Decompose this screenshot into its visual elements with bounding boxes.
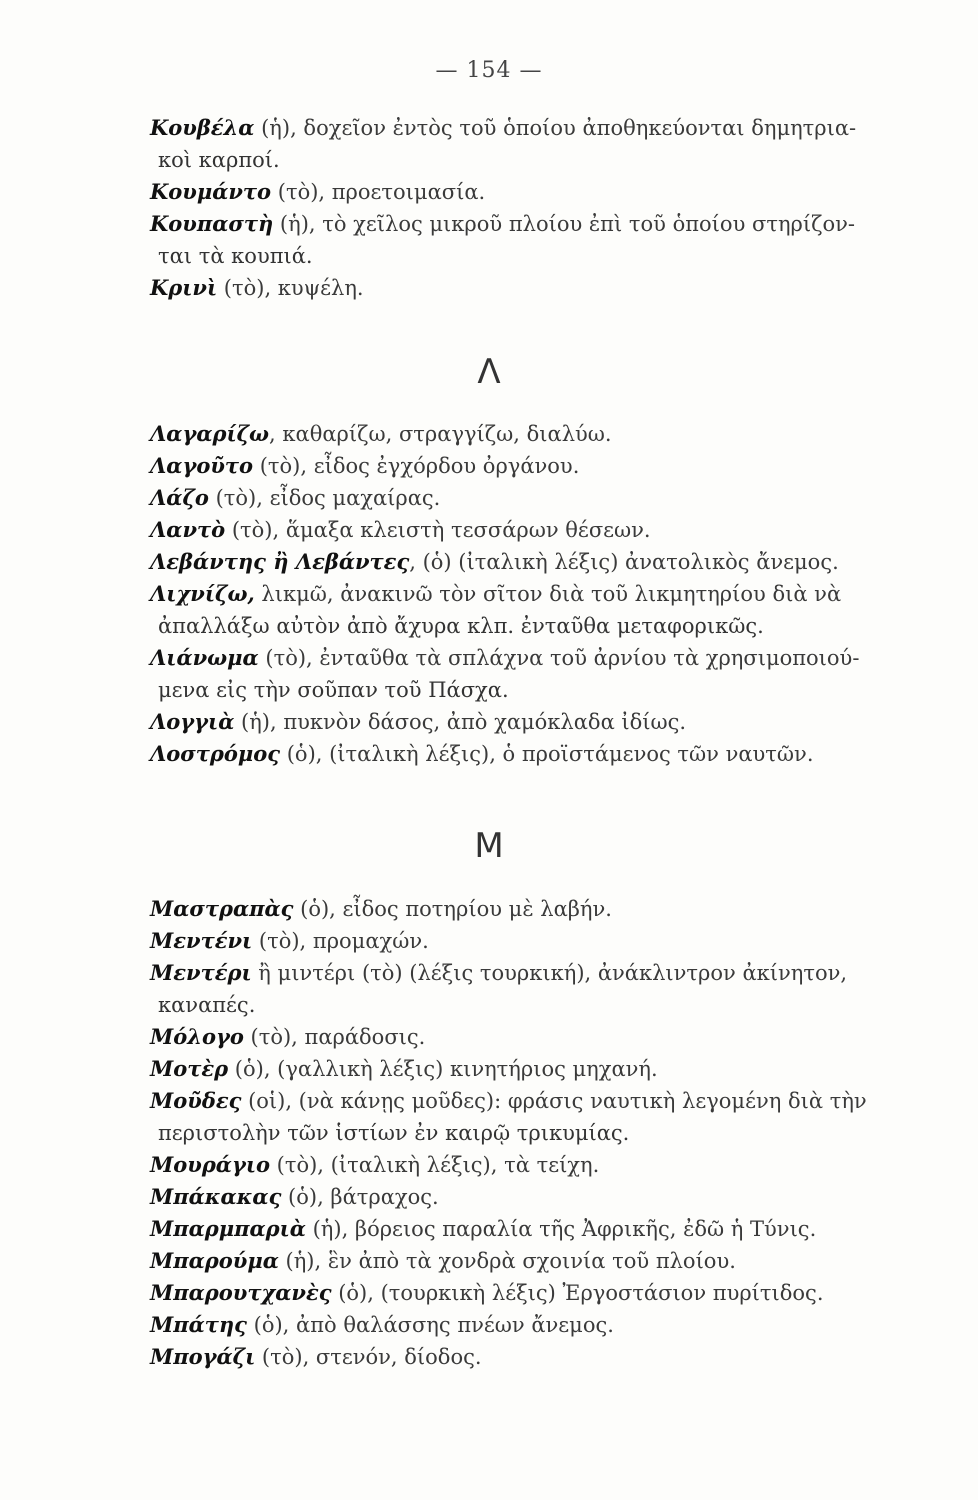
glossary-entry <box>150 482 920 514</box>
entry-headword: Λοστρόμος <box>150 741 281 766</box>
entry-definition: (τὸ), παράδοσις. <box>243 1025 426 1049</box>
glossary-section-l <box>150 418 920 770</box>
entry-definition: (ὁ), ἀπὸ θαλάσσης πνέων ἄνεμος. <box>246 1313 614 1337</box>
entry-continuation: μενα εἰς τὴν σοῦπαν τοῦ Πάσχα. <box>158 678 509 702</box>
entry-headword: Λιάνωμα <box>150 645 259 670</box>
entry-headword: Μοῦδες <box>150 1088 242 1113</box>
entry-definition: (ὁ), (γαλλικὴ λέξις) κινητήριος μηχανή. <box>228 1057 658 1081</box>
entry-headword: Μπάκακας <box>150 1184 282 1209</box>
entry-definition: (οἱ), (νὰ κάνῃς μοῦδες): φράσις ναυτικὴ λεγομένη διὰ τὴν <box>241 1089 867 1113</box>
entry-headword: Κουβέλα <box>150 115 255 140</box>
entry-headword: Λιχνίζω, <box>150 581 255 606</box>
entry-headword: Κρινὶ <box>150 275 218 300</box>
entry-headword: Κουμάντο <box>150 179 272 204</box>
glossary-entry <box>150 1213 920 1245</box>
entry-continuation: καναπές. <box>158 993 256 1017</box>
entry-headword: Λεβάντης ἢ Λεβάντες <box>150 549 410 574</box>
entry-definition: (ὁ), εἶδος ποτηρίου μὲ λαβήν. <box>293 897 612 921</box>
entry-definition: (τὸ), ἐνταῦθα τὰ σπλάχνα τοῦ ἀρνίου τὰ χρησιμοποιού- <box>258 646 860 670</box>
entry-definition: (τὸ), στενόν, δίοδος. <box>255 1345 482 1369</box>
entry-headword: Λαγαρίζω <box>150 421 270 446</box>
glossary-entry <box>150 450 920 482</box>
entry-definition: (τὸ), εἶδος μαχαίρας. <box>208 486 441 510</box>
entry-headword: Λαγοῦτο <box>150 453 254 478</box>
glossary-entry <box>150 1341 920 1373</box>
entry-definition: (τὸ), (ἰταλικὴ λέξις), τὰ τείχη. <box>269 1153 600 1177</box>
entry-definition: (ὁ), (ἰταλικὴ λέξις), ὁ προϊστάμενος τῶν ναυτῶν. <box>280 742 814 766</box>
entry-definition: (ἡ), πυκνὸν δάσος, ἀπὸ χαμόκλαδα ἰδίως. <box>234 710 687 734</box>
entry-headword: Μεντένι <box>150 928 253 953</box>
entry-definition: (ἡ), τὸ χεῖλος μικροῦ πλοίου ἐπὶ τοῦ ὁποίου στηρίζον- <box>273 212 856 236</box>
entry-continuation: ται τὰ κουπιά. <box>158 244 313 268</box>
glossary-entry <box>150 1053 920 1085</box>
entry-headword: Λάζο <box>150 485 209 510</box>
glossary-entry <box>150 1021 920 1053</box>
entry-definition: (τὸ), προμαχών. <box>252 929 429 953</box>
entry-definition: λικμῶ, ἀνακινῶ τὸν σῖτον διὰ τοῦ λικμητηρίου διὰ νὰ <box>254 582 842 606</box>
entry-definition: (ὁ), (τουρκικὴ λέξις) Ἐργοστάσιον πυρίτιδος. <box>331 1281 824 1305</box>
glossary-entry <box>150 176 920 208</box>
entry-continuation: περιστολὴν τῶν ἱστίων ἐν καιρῷ τρικυμίας. <box>158 1121 630 1145</box>
glossary-entry <box>150 1245 920 1277</box>
glossary-entry <box>150 546 920 578</box>
glossary-entry <box>150 1085 920 1117</box>
entry-definition: ἢ μιντέρι (τὸ) (λέξις τουρκική), ἀνάκλιντρον ἀκίνητον, <box>251 961 848 985</box>
glossary-entry <box>150 208 920 240</box>
glossary-section-m <box>150 893 920 1373</box>
entry-headword: Μπαρουτχανὲς <box>150 1280 332 1305</box>
entry-definition: (ἡ), δοχεῖον ἐντὸς τοῦ ὁποίου ἀποθηκεύονται δημητρια- <box>254 116 857 140</box>
entry-headword: Μπαρούμα <box>150 1248 279 1273</box>
glossary-entry <box>150 578 920 610</box>
letter-heading-l: Λ <box>477 352 501 392</box>
glossary-entry <box>150 272 920 304</box>
glossary-entry <box>150 514 920 546</box>
entry-continuation: ἀπαλλάξω αὐτὸν ἀπὸ ἄχυρα κλπ. ἐνταῦθα μεταφορικῶς. <box>158 614 764 638</box>
entry-definition: (ἡ), ἓν ἀπὸ τὰ χονδρὰ σχοινία τοῦ πλοίου. <box>278 1249 736 1273</box>
entry-headword: Λογγιὰ <box>150 709 235 734</box>
entry-headword: Κουπαστὴ <box>150 211 274 236</box>
page-number: — 154 — <box>435 58 543 83</box>
entry-definition: (τὸ), εἶδος ἐγχόρδου ὀργάνου. <box>253 454 580 478</box>
entry-headword: Μόλογο <box>150 1024 244 1049</box>
glossary-entry <box>150 1181 920 1213</box>
glossary-entry <box>150 1277 920 1309</box>
entry-definition: (τὸ), κυψέλη. <box>217 276 364 300</box>
entry-definition: (ἡ), βόρειος παραλία τῆς Ἀφρικῆς, ἐδῶ ἡ Τύνις. <box>305 1217 817 1241</box>
glossary-entry <box>150 957 920 989</box>
glossary-entry <box>150 642 920 674</box>
glossary-entry <box>150 112 920 144</box>
entry-headword: Μοτὲρ <box>150 1056 229 1081</box>
letter-heading-m: Μ <box>474 826 504 866</box>
glossary-entry <box>150 706 920 738</box>
glossary-entry <box>150 1149 920 1181</box>
entry-definition: , καθαρίζω, στραγγίζω, διαλύω. <box>269 422 612 446</box>
entry-definition: (τὸ), ἅμαξα κλειστὴ τεσσάρων θέσεων. <box>225 518 651 542</box>
entry-headword: Μουράγιο <box>150 1152 270 1177</box>
entry-headword: Λαντὸ <box>150 517 226 542</box>
entry-definition: (τὸ), προετοιμασία. <box>271 180 486 204</box>
entry-definition: , (ὁ) (ἰταλικὴ λέξις) ἀνατολικὸς ἄνεμος. <box>409 550 839 574</box>
entry-definition: (ὁ), βάτραχος. <box>281 1185 439 1209</box>
entry-headword: Μπάτης <box>150 1312 247 1337</box>
entry-headword: Μπογάζι <box>150 1344 256 1369</box>
entry-headword: Μπαρμπαριὰ <box>150 1216 306 1241</box>
glossary-entry <box>150 925 920 957</box>
glossary-entry <box>150 738 920 770</box>
entry-headword: Μεντέρι <box>150 960 252 985</box>
glossary-entry <box>150 1309 920 1341</box>
glossary-section-k <box>150 112 920 304</box>
entry-continuation: κοὶ καρποί. <box>158 148 280 172</box>
glossary-entry <box>150 893 920 925</box>
glossary-entry <box>150 418 920 450</box>
entry-headword: Μαστραπὰς <box>150 896 294 921</box>
